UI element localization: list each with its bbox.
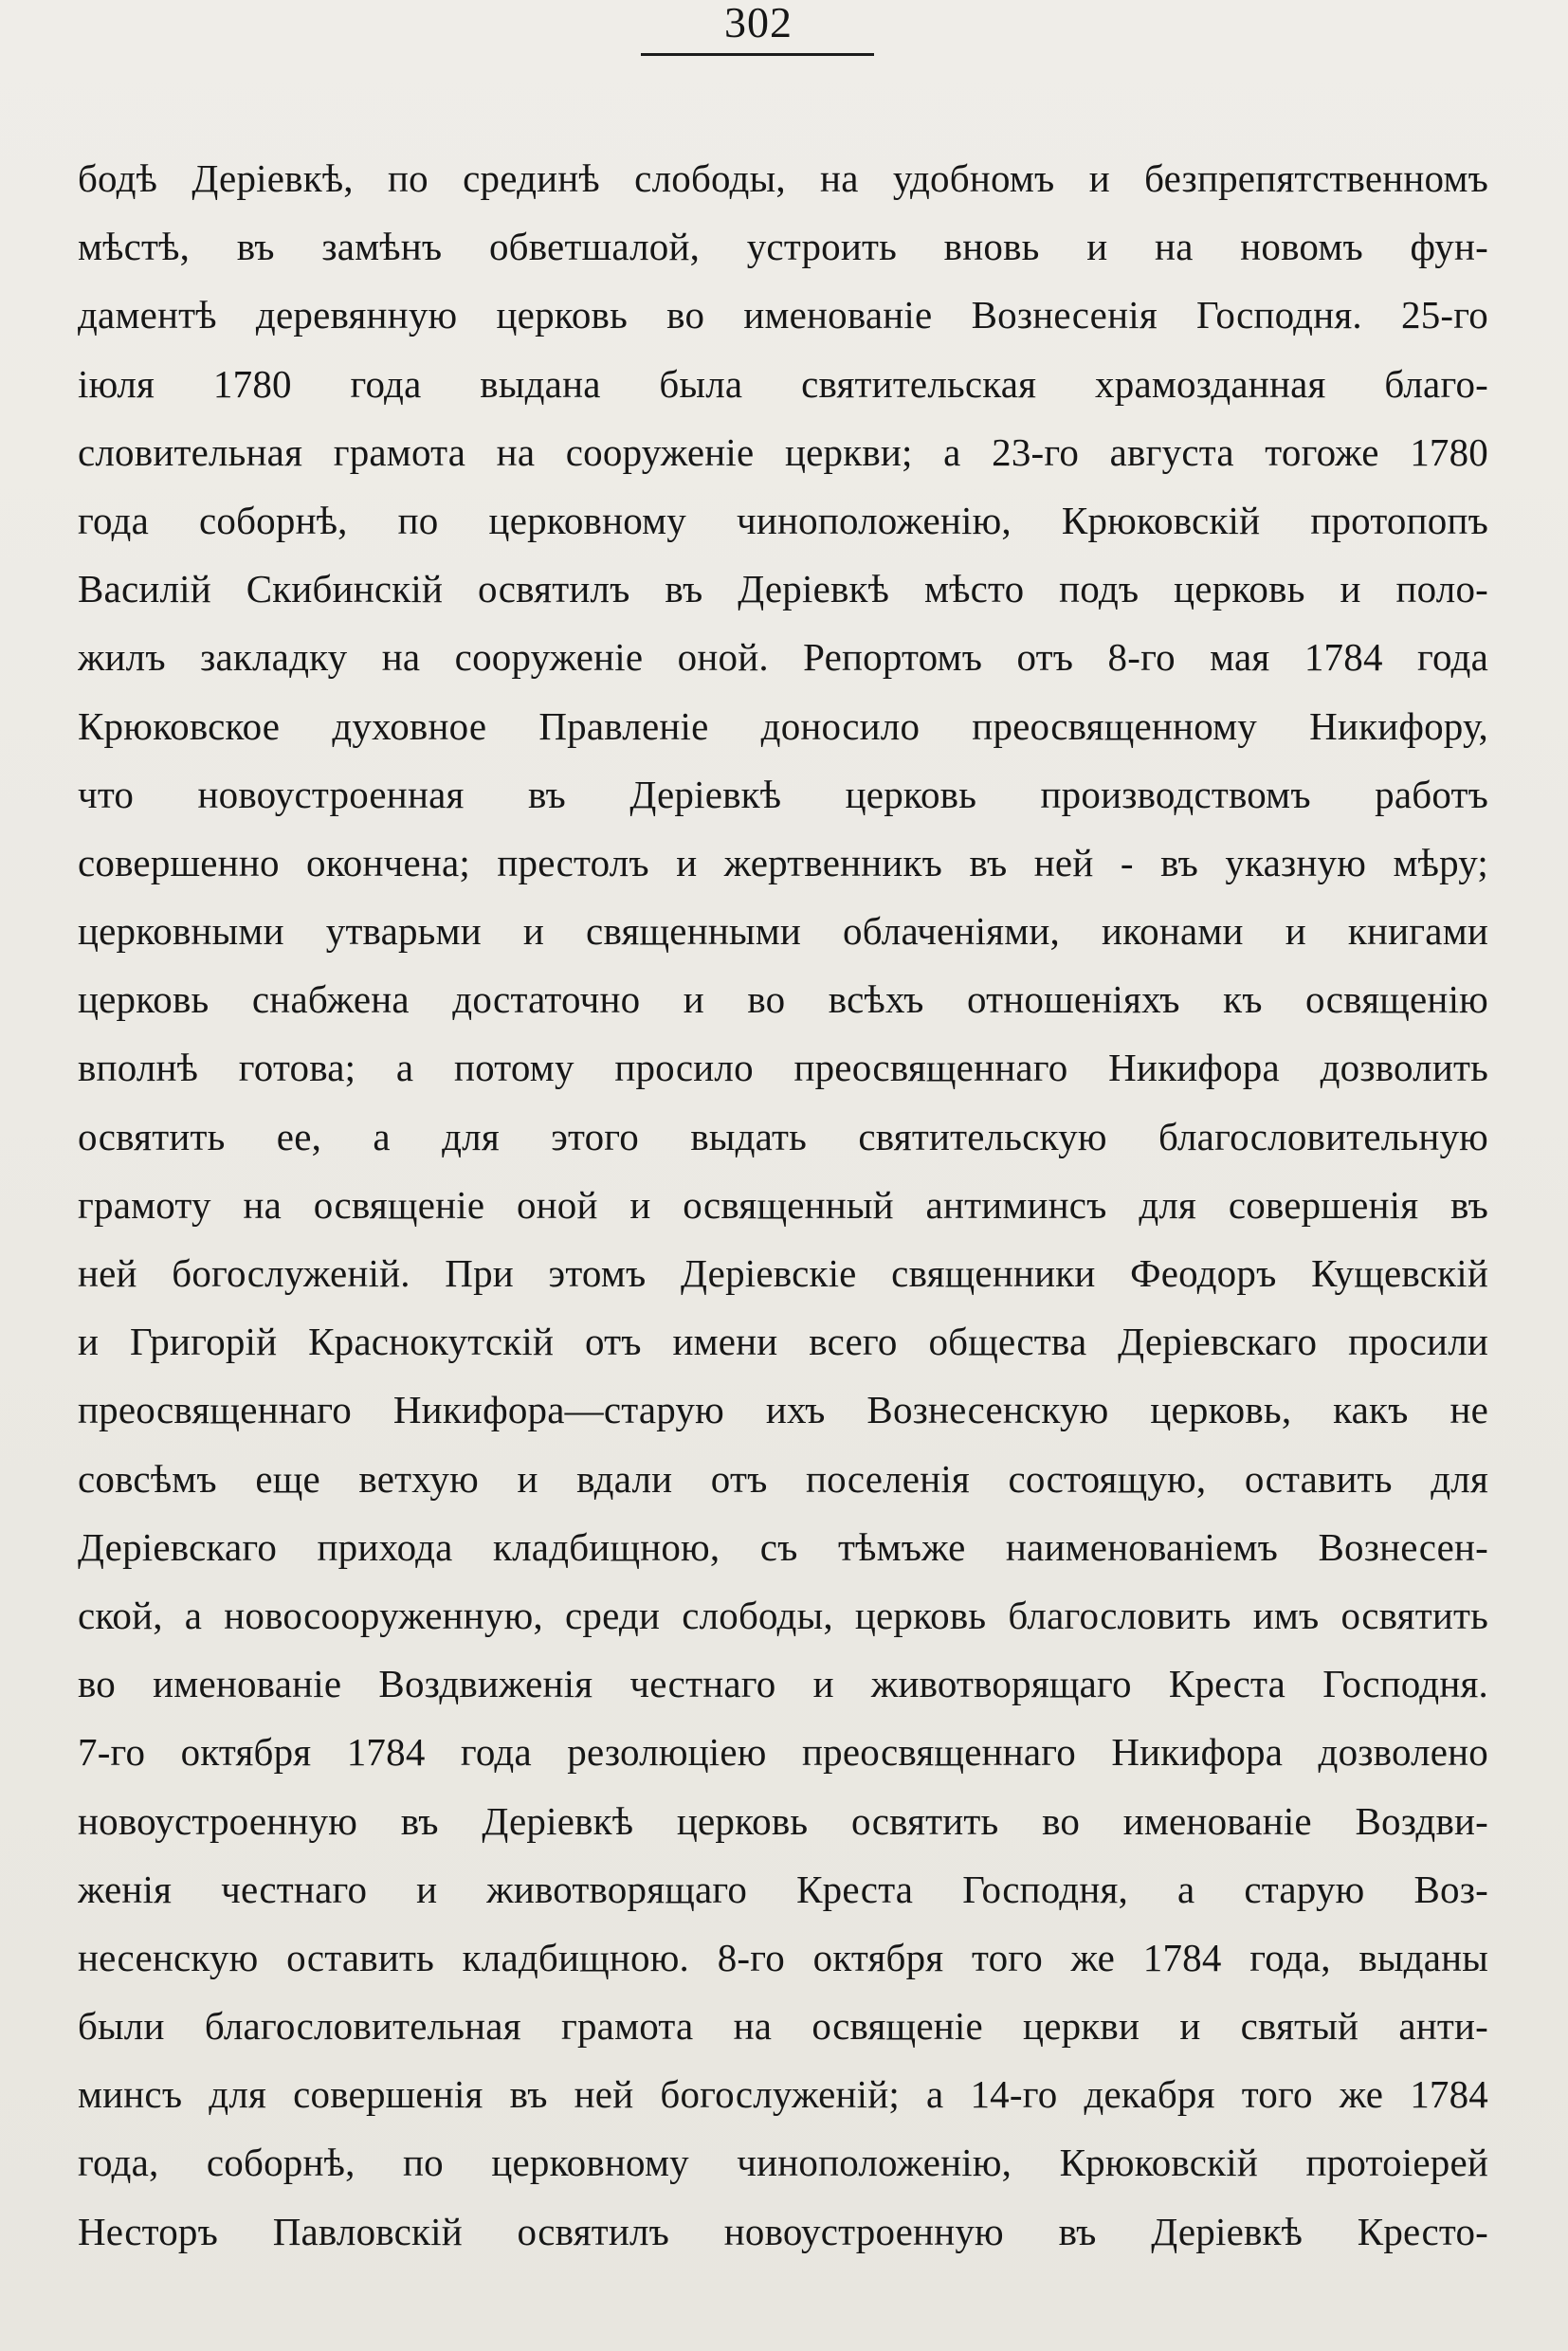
text-line: были благословительная грамота на освященіе церкви и святый анти- (78, 2004, 1488, 2049)
text-line: словительная грамота на сооруженіе церкви; а 23-го августа тогоже 1780 (78, 429, 1488, 474)
text-line: преосвященнаго Никифора—старую ихъ Вознесенскую церковь, какъ не (78, 1388, 1488, 1432)
text-line: Деріевскаго прихода кладбищною, съ тѣмъже наименованіемъ Вознесен- (78, 1524, 1488, 1569)
text-line: освятить ее, а для этого выдать святительскую благословительную (78, 1114, 1488, 1158)
text-line: года соборнѣ, по церковному чиноположенію, Крюковскій протопопъ (78, 498, 1488, 542)
text-line: несенскую оставить кладбищною. 8-го октября того же 1784 года, выданы (78, 1935, 1488, 1979)
text-line: грамоту на освященіе оной и освященный антиминсъ для совершенія въ (78, 1182, 1488, 1227)
text-line: новоустроенную въ Деріевкѣ церковь освятить во именованіе Воздви- (78, 1798, 1488, 1843)
text-line: и Григорій Краснокутскій отъ имени всего общества Деріевскаго просили (78, 1320, 1488, 1364)
text-line: іюля 1780 года выдана была святительская храмозданная благо- (78, 361, 1488, 406)
text-line: минсъ для совершенія въ ней богослуженій; а 14-го декабря того же 1784 (78, 2072, 1488, 2117)
page-number: 302 (724, 0, 793, 46)
text-line: мѣстѣ, въ замѣнъ обветшалой, устроить вновь и на новомъ фун- (78, 225, 1488, 269)
page-number-rule (641, 53, 874, 56)
text-line: совершенно окончена; престолъ и жертвенникъ въ ней - въ указную мѣру; (78, 840, 1488, 884)
body-text (78, 144, 1488, 2266)
text-line: женія честнаго и животворящаго Креста Господня, а старую Воз- (78, 1867, 1488, 1911)
text-line: Крюковское духовное Правленіе доносило преосвященному Никифору, (78, 703, 1488, 748)
text-line: совсѣмъ еще ветхую и вдали отъ поселенія состоящую, оставить для (78, 1456, 1488, 1501)
text-line: вполнѣ готова; а потому просило преосвященнаго Никифора дозволить (78, 1046, 1488, 1090)
text-line: даментѣ деревянную церковь во именованіе Вознесенія Господня. 25-го (78, 293, 1488, 337)
text-line: года, соборнѣ, по церковному чиноположенію, Крюковскій протоіерей (78, 2141, 1488, 2185)
text-line: бодѣ Деріевкѣ, по срединѣ слободы, на удобномъ и безпрепятственномъ (78, 156, 1488, 200)
text-line: церковь снабжена достаточно и во всѣхъ отношеніяхъ къ освященію (78, 977, 1488, 1022)
text-line: церковными утварьми и священными облаченіями, иконами и книгами (78, 909, 1488, 954)
text-line: жилъ закладку на сооруженіе оной. Репортомъ отъ 8-го мая 1784 года (78, 635, 1488, 680)
text-line: ской, а новосооруженную, среди слободы, церковь благословить имъ освятить (78, 1593, 1488, 1637)
text-line: 7-го октября 1784 года резолюціею преосвященнаго Никифора дозволено (78, 1730, 1488, 1775)
text-line: во именованіе Воздвиженія честнаго и животворящаго Креста Господня. (78, 1662, 1488, 1706)
text-line: что новоустроенная въ Деріевкѣ церковь производствомъ работъ (78, 772, 1488, 816)
text-line: Несторъ Павловскій освятилъ новоустроенную въ Деріевкѣ Кресто- (78, 2209, 1488, 2253)
text-line: Василій Скибинскій освятилъ въ Деріевкѣ мѣсто подъ церковь и поло- (78, 567, 1488, 611)
text-line: ней богослуженій. При этомъ Деріевскіе священники Феодоръ Кущевскій (78, 1251, 1488, 1295)
